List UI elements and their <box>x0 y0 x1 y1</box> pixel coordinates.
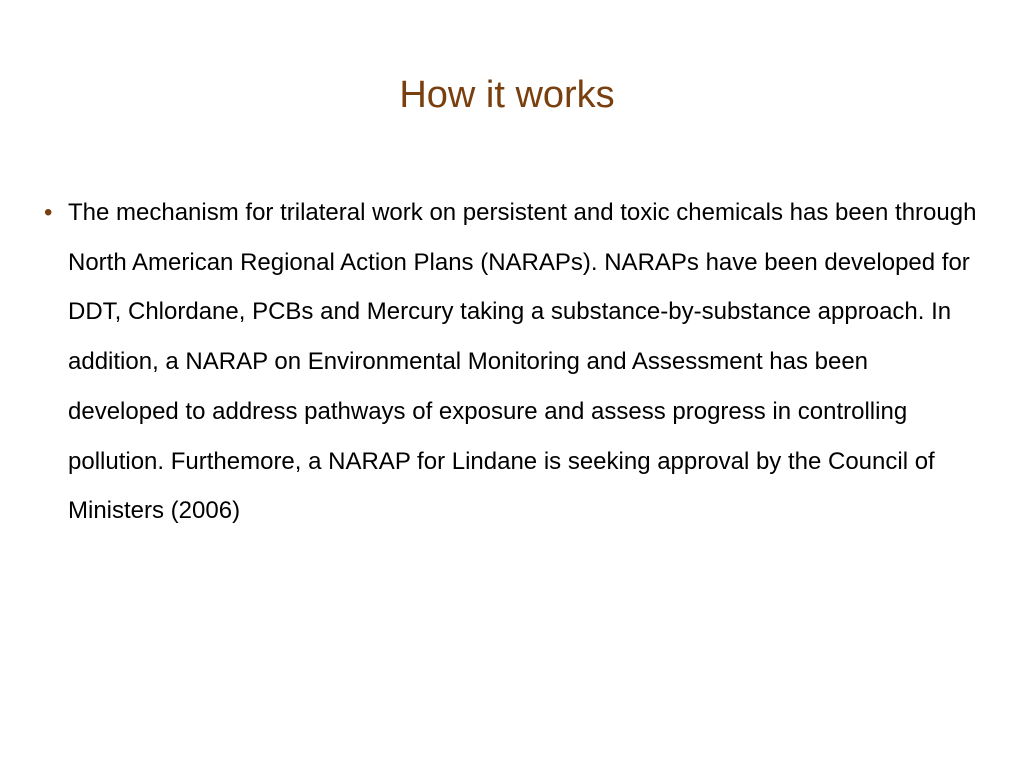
bullet-text: The mechanism for trilateral work on persistent and toxic chemicals has been through North American Regional Action Plans (NARAPs). NARAPs have been developed for DDT, Chlordane, PCBs and Mercury taking a substance-by-substance approach. In addition, a NARAP on Environmental Monitoring and Assessment has been developed to address pathways of exposure and assess progress in controlling pollution. Furthemore, a NARAP for Lindane is seeking approval by the Council of Ministers (2006) <box>68 199 977 525</box>
bullet-marker-icon: • <box>44 199 53 226</box>
bullet-list <box>44 188 984 536</box>
bullet-item <box>44 188 984 536</box>
slide-title: How it works <box>399 74 615 116</box>
